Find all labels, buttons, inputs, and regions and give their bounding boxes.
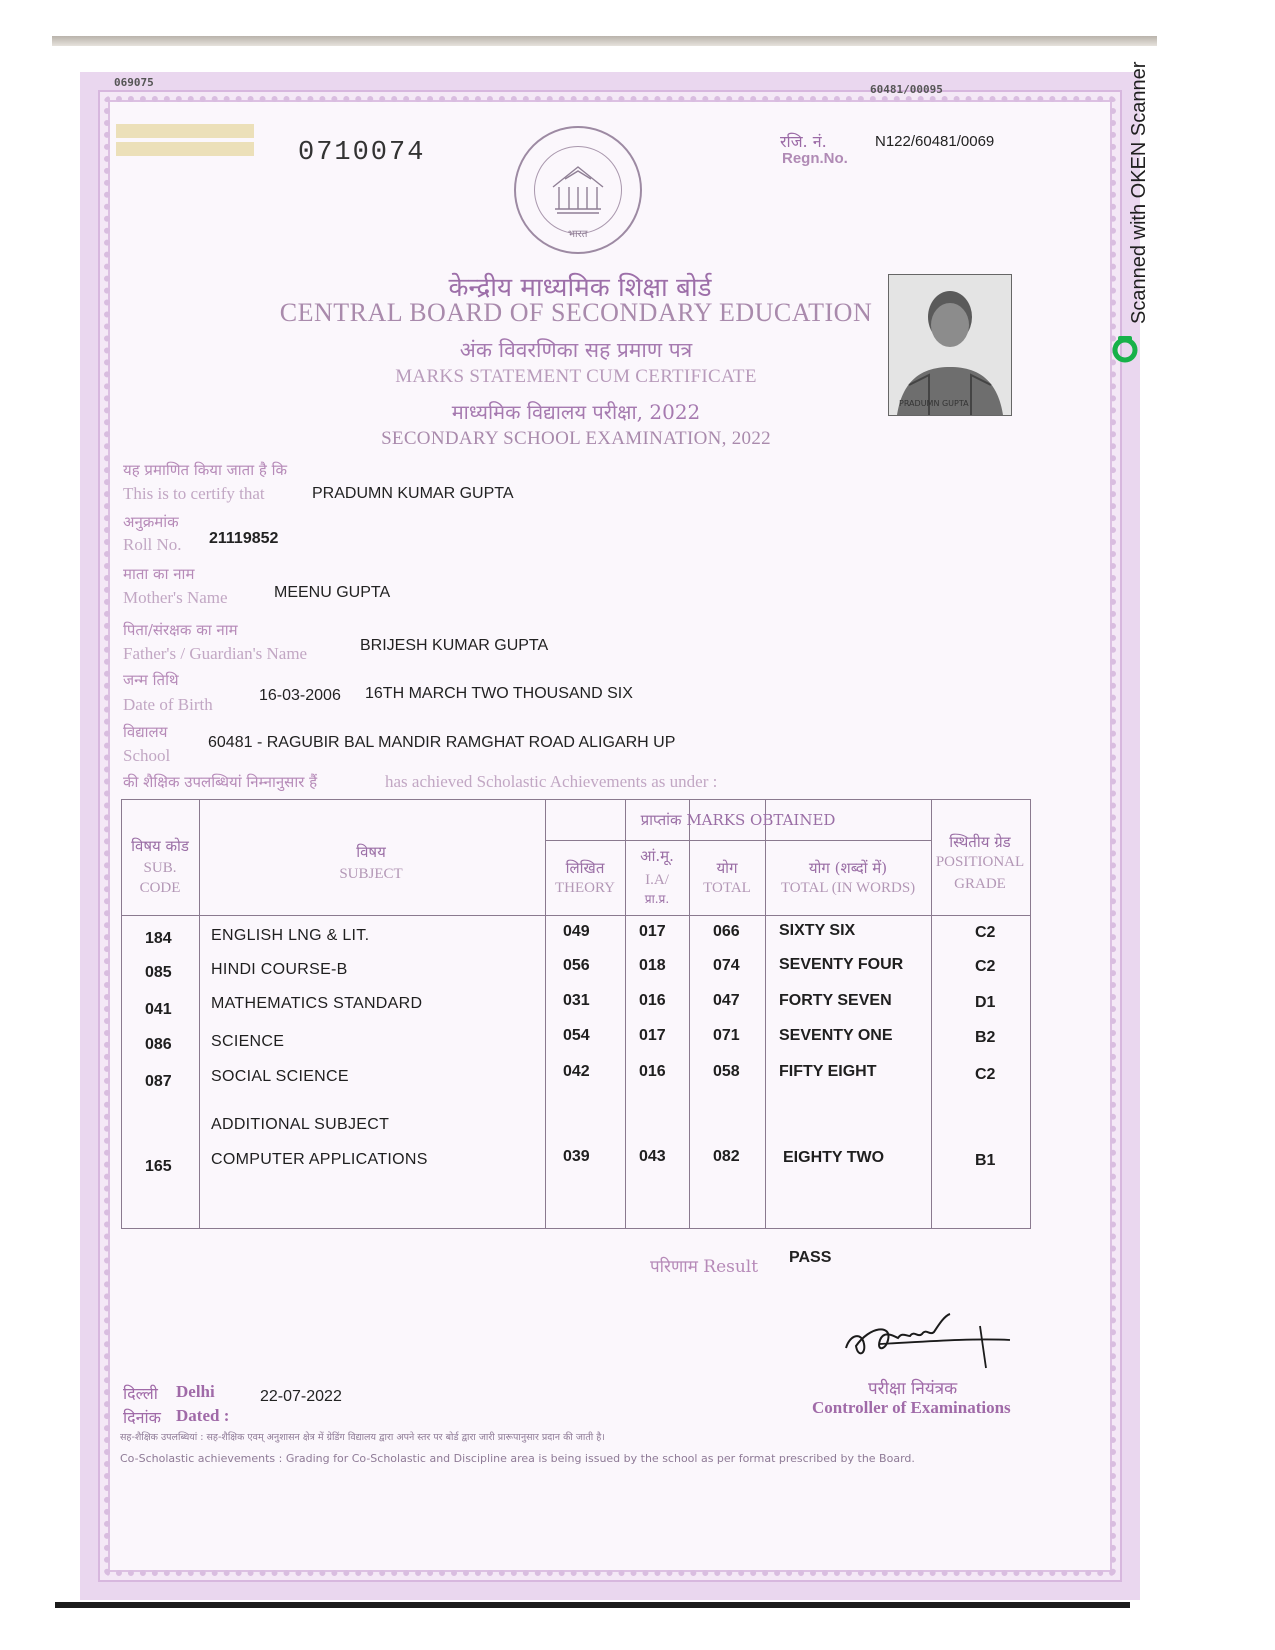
lamp-icon bbox=[535, 147, 621, 233]
grade-header-en2: GRADE bbox=[954, 876, 1006, 892]
regn-label-en: Regn.No. bbox=[782, 150, 848, 167]
row-theory: 042 bbox=[563, 1063, 590, 1080]
achieved-label-en: has achieved Scholastic Achievements as under : bbox=[385, 772, 718, 791]
dated-label-en: Dated : bbox=[176, 1406, 230, 1425]
scan-edge-top bbox=[52, 36, 1157, 46]
row-total: 074 bbox=[713, 957, 740, 974]
ia-header-en: I.A/ bbox=[645, 872, 669, 888]
row-words: SEVENTY ONE bbox=[779, 1027, 893, 1044]
result-value: PASS bbox=[789, 1249, 832, 1266]
ia-header-hi: आं.मू. bbox=[640, 847, 674, 865]
scanner-label: Scanned with OKEN Scanner bbox=[1128, 61, 1150, 324]
additional-subject-heading: ADDITIONAL SUBJECT bbox=[211, 1116, 390, 1133]
theory-header-hi: लिखित bbox=[565, 859, 605, 877]
theory-header-en: THEORY bbox=[555, 880, 615, 896]
row-ia: 043 bbox=[639, 1148, 666, 1165]
smudged-stamp bbox=[116, 124, 254, 138]
subject-header-hi: विषय bbox=[356, 843, 386, 861]
row-theory: 049 bbox=[563, 923, 590, 940]
grade-header-en1: POSITIONAL bbox=[935, 854, 1025, 870]
doc-title-hi: अंक विवरणिका सह प्रमाण पत्र bbox=[459, 338, 693, 362]
row-grade: C2 bbox=[975, 1066, 996, 1083]
oken-logo-icon bbox=[1110, 334, 1140, 364]
student-portrait-icon bbox=[889, 275, 1011, 415]
row-code: 087 bbox=[145, 1073, 172, 1090]
father-label-hi: पिता/संरक्षक का नाम bbox=[123, 621, 238, 639]
controller-signature bbox=[840, 1306, 1020, 1376]
scan-edge-bottom bbox=[55, 1602, 1130, 1608]
row-ia: 018 bbox=[639, 957, 666, 974]
school-label-hi: विद्यालय bbox=[123, 723, 168, 741]
dob-label-en: Date of Birth bbox=[123, 695, 213, 714]
row-words: SIXTY SIX bbox=[779, 922, 856, 939]
row-words: FIFTY EIGHT bbox=[779, 1063, 877, 1080]
row-total: 082 bbox=[713, 1148, 740, 1165]
words-header-hi: योग (शब्दों में) bbox=[808, 859, 888, 877]
total-header-en: TOTAL bbox=[703, 880, 751, 896]
row-code: 184 bbox=[145, 930, 172, 947]
certify-label-en: This is to certify that bbox=[123, 484, 265, 503]
emblem-text: भारत bbox=[568, 229, 588, 240]
row-ia: 017 bbox=[639, 923, 666, 940]
row-words: FORTY SEVEN bbox=[779, 992, 892, 1009]
controller-label-en: Controller of Examinations bbox=[812, 1398, 1011, 1417]
smudged-stamp-2 bbox=[116, 142, 254, 156]
school-label-en: School bbox=[123, 746, 171, 765]
father-label-en: Father's / Guardian's Name bbox=[123, 644, 308, 663]
row-code: 085 bbox=[145, 964, 172, 981]
serial-right: 60481/00095 bbox=[870, 83, 943, 96]
row-subject: HINDI COURSE-B bbox=[211, 961, 348, 978]
row-theory: 031 bbox=[563, 992, 590, 1009]
dob-value: 16-03-2006 bbox=[259, 687, 341, 704]
controller-label-hi: परीक्षा नियंत्रक bbox=[868, 1379, 958, 1399]
row-words: EIGHTY TWO bbox=[783, 1149, 885, 1166]
certify-label-hi: यह प्रमाणित किया जाता है कि bbox=[123, 461, 287, 479]
serial-left: 069075 bbox=[114, 76, 154, 89]
roll-label-hi: अनुक्रमांक bbox=[123, 513, 179, 531]
place-label-hi: दिल्ली bbox=[123, 1384, 158, 1403]
row-ia: 017 bbox=[639, 1027, 666, 1044]
row-ia: 016 bbox=[639, 1063, 666, 1080]
ia-header-hi2: प्रा.प्र. bbox=[644, 892, 670, 906]
row-total: 058 bbox=[713, 1063, 740, 1080]
student-photo bbox=[888, 274, 1012, 416]
row-subject: ENGLISH LNG & LIT. bbox=[211, 927, 370, 944]
result-label: परिणाम Result bbox=[650, 1257, 759, 1277]
mother-label-en: Mother's Name bbox=[123, 588, 228, 607]
roll-label-en: Roll No. bbox=[123, 535, 182, 554]
row-subject: SOCIAL SCIENCE bbox=[211, 1068, 349, 1085]
father-name: BRIJESH KUMAR GUPTA bbox=[360, 637, 549, 654]
row-subject: MATHEMATICS STANDARD bbox=[211, 995, 423, 1012]
row-total: 066 bbox=[713, 923, 740, 940]
row-total: 047 bbox=[713, 992, 740, 1009]
grade-header-hi: स्थितीय ग्रेड bbox=[949, 833, 1011, 851]
row-subject: COMPUTER APPLICATIONS bbox=[211, 1151, 428, 1168]
row-subject: SCIENCE bbox=[211, 1033, 285, 1050]
subject-header-en: SUBJECT bbox=[339, 866, 403, 882]
row-grade: C2 bbox=[975, 924, 996, 941]
row-code: 041 bbox=[145, 1001, 172, 1018]
board-name-en: CENTRAL BOARD OF SECONDARY EDUCATION bbox=[279, 298, 873, 327]
roll-number: 21119852 bbox=[209, 530, 279, 547]
row-theory: 039 bbox=[563, 1148, 590, 1165]
scanner-watermark bbox=[1108, 24, 1148, 364]
code-header-en2: CODE bbox=[139, 880, 181, 896]
row-ia: 016 bbox=[639, 992, 666, 1009]
board-name-hi: केन्द्रीय माध्यमिक शिक्षा बोर्ड bbox=[448, 273, 712, 303]
footnote-en: Co-Scholastic achievements : Grading for Co-Scholastic and Discipline area is being issued by the school as per format prescribed by the Board. bbox=[120, 1452, 915, 1465]
doc-title-en: MARKS STATEMENT CUM CERTIFICATE bbox=[395, 366, 757, 387]
dated-label-hi: दिनांक bbox=[123, 1408, 161, 1427]
footnote-hi: सह-शैक्षिक उपलब्धियां : सह-शैक्षिक एवम् अनुशासन क्षेत्र में ग्रेडिंग विद्यालय द्वारा अपने स्तर पर बोर्ड द्वारा जारी प्रारूपानुसार प्रदान की जाती है। bbox=[120, 1432, 605, 1443]
row-grade: B2 bbox=[975, 1029, 996, 1046]
place-label-en: Delhi bbox=[176, 1382, 215, 1401]
regn-number: N122/60481/0069 bbox=[875, 133, 995, 150]
total-header-hi: योग bbox=[716, 859, 738, 877]
exam-en: SECONDARY SCHOOL EXAMINATION, 2022 bbox=[381, 428, 771, 449]
dob-label-hi: जन्म तिथि bbox=[123, 671, 179, 689]
words-header-en: TOTAL (IN WORDS) bbox=[780, 880, 916, 896]
student-name: PRADUMN KUMAR GUPTA bbox=[312, 485, 514, 502]
dob-words: 16TH MARCH TWO THOUSAND SIX bbox=[365, 685, 633, 702]
school-name: 60481 - RAGUBIR BAL MANDIR RAMGHAT ROAD ALIGARH UP bbox=[208, 734, 676, 751]
mother-name: MEENU GUPTA bbox=[274, 584, 391, 601]
row-grade: D1 bbox=[975, 994, 996, 1011]
row-total: 071 bbox=[713, 1027, 740, 1044]
code-header-en1: SUB. bbox=[143, 860, 177, 876]
code-header-hi: विषय कोड bbox=[131, 837, 189, 855]
cbse-emblem-icon bbox=[514, 126, 642, 254]
row-grade: C2 bbox=[975, 958, 996, 975]
row-theory: 054 bbox=[563, 1027, 590, 1044]
marks-obtained-header: प्राप्तांक MARKS OBTAINED bbox=[640, 811, 836, 829]
row-words: SEVENTY FOUR bbox=[779, 956, 904, 973]
mother-label-hi: माता का नाम bbox=[123, 565, 195, 583]
issue-date: 22-07-2022 bbox=[260, 1388, 342, 1405]
row-code: 165 bbox=[145, 1158, 172, 1175]
regn-label-hi: रजि. नं. bbox=[780, 132, 827, 151]
certificate-number: 0710074 bbox=[298, 138, 426, 168]
achieved-label-hi: की शैक्षिक उपलब्धियां निम्नानुसार हैं bbox=[123, 773, 318, 791]
row-theory: 056 bbox=[563, 957, 590, 974]
row-code: 086 bbox=[145, 1036, 172, 1053]
row-grade: B1 bbox=[975, 1152, 996, 1169]
photo-caption: PRADUMN GUPTA bbox=[899, 399, 969, 408]
exam-hi: माध्यमिक विद्यालय परीक्षा, 2022 bbox=[451, 400, 701, 424]
